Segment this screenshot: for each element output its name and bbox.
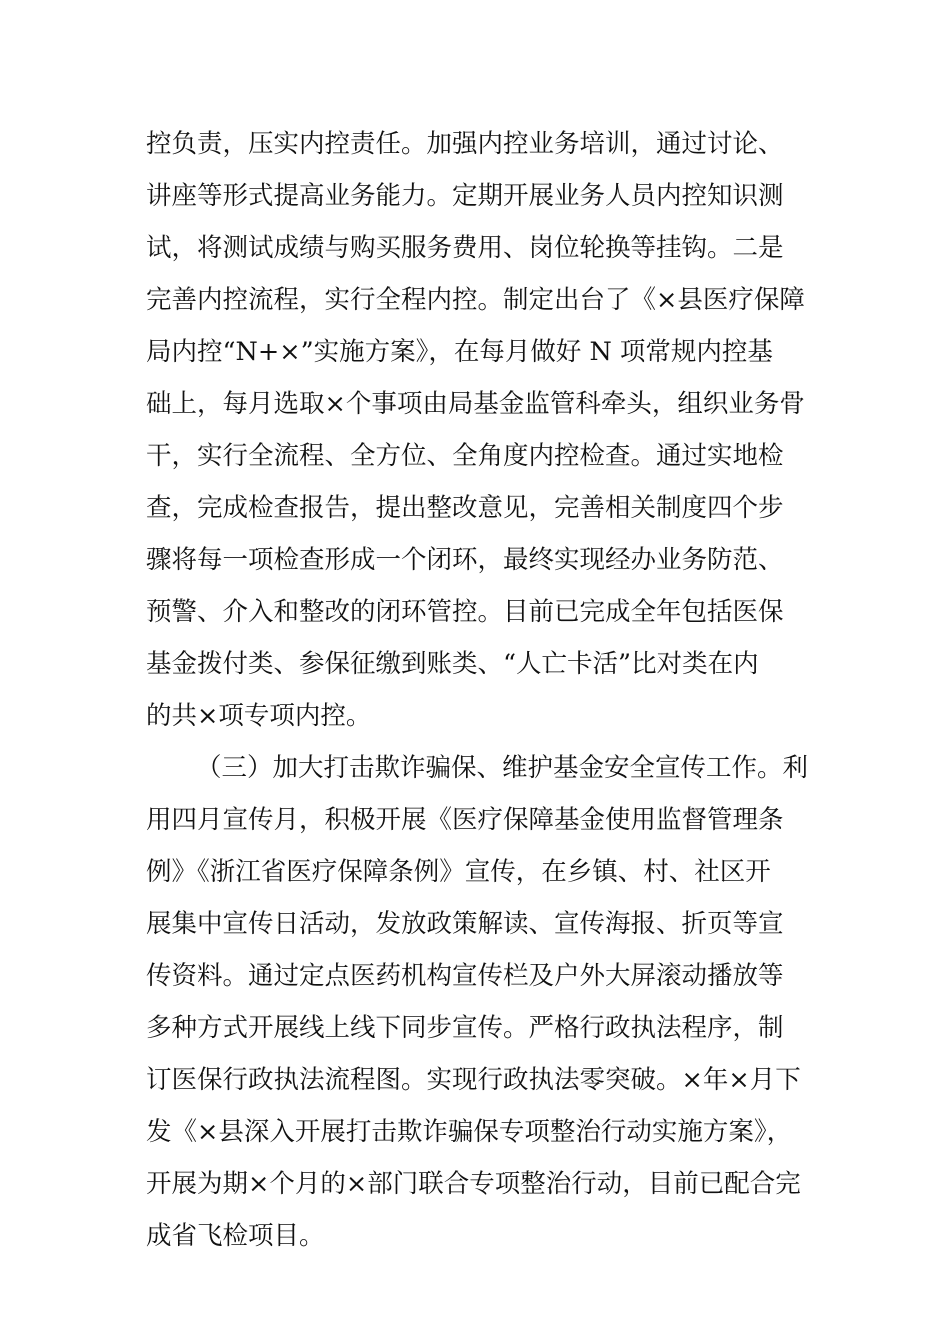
paragraph-line-3: 试，将测试成绩与购买服务费用、岗位轮换等挂钩。二是: [146, 233, 784, 263]
paragraph-line-5: 局内控“N+×”实施方案》，在每月做好 N 项常规内控基: [146, 337, 773, 367]
paragraph-line-16: 展集中宣传日活动，发放政策解读、宣传海报、折页等宣: [146, 909, 784, 939]
section-heading-line: （三）加大打击欺诈骗保、维护基金安全宣传工作。利: [196, 753, 809, 783]
paragraph-line-19: 订医保行政执法流程图。实现行政执法零突破。×年×月下: [146, 1065, 801, 1095]
paragraph-line-21: 开展为期×个月的×部门联合专项整治行动，目前已配合完: [146, 1169, 801, 1199]
paragraph-line-15: 例》《浙江省医疗保障条例》宣传，在乡镇、村、社区开: [146, 857, 771, 887]
paragraph-line-7: 干，实行全流程、全方位、全角度内控检查。通过实地检: [146, 441, 784, 471]
paragraph-line-12: 的共×项专项内控。: [146, 701, 372, 731]
paragraph-line-6: 础上，每月选取×个事项由局基金监管科牵头，组织业务骨: [146, 389, 805, 419]
paragraph-line-1: 控负责，压实内控责任。加强内控业务培训，通过讨论、: [146, 129, 784, 159]
paragraph-line-8: 查，完成检查报告，提出整改意见，完善相关制度四个步: [146, 493, 784, 523]
paragraph-line-20: 发《×县深入开展打击欺诈骗保专项整治行动实施方案》，: [146, 1117, 793, 1147]
paragraph-line-18: 多种方式开展线上线下同步宣传。严格行政执法程序，制: [146, 1013, 784, 1043]
paragraph-line-4: 完善内控流程，实行全程内控。制定出台了《×县医疗保障: [146, 285, 805, 315]
paragraph-line-9: 骤将每一项检查形成一个闭环，最终实现经办业务防范、: [146, 545, 784, 575]
paragraph-line-11: 基金拨付类、参保征缴到账类、“人亡卡活”比对类在内: [146, 649, 759, 679]
paragraph-line-2: 讲座等形式提高业务能力。定期开展业务人员内控知识测: [146, 181, 784, 211]
paragraph-line-22: 成省飞检项目。: [146, 1221, 325, 1251]
paragraph-line-17: 传资料。通过定点医药机构宣传栏及户外大屏滚动播放等: [146, 961, 784, 991]
paragraph-line-14: 用四月宣传月，积极开展《医疗保障基金使用监督管理条: [146, 805, 784, 835]
paragraph-line-10: 预警、介入和整改的闭环管控。目前已完成全年包括医保: [146, 597, 784, 627]
